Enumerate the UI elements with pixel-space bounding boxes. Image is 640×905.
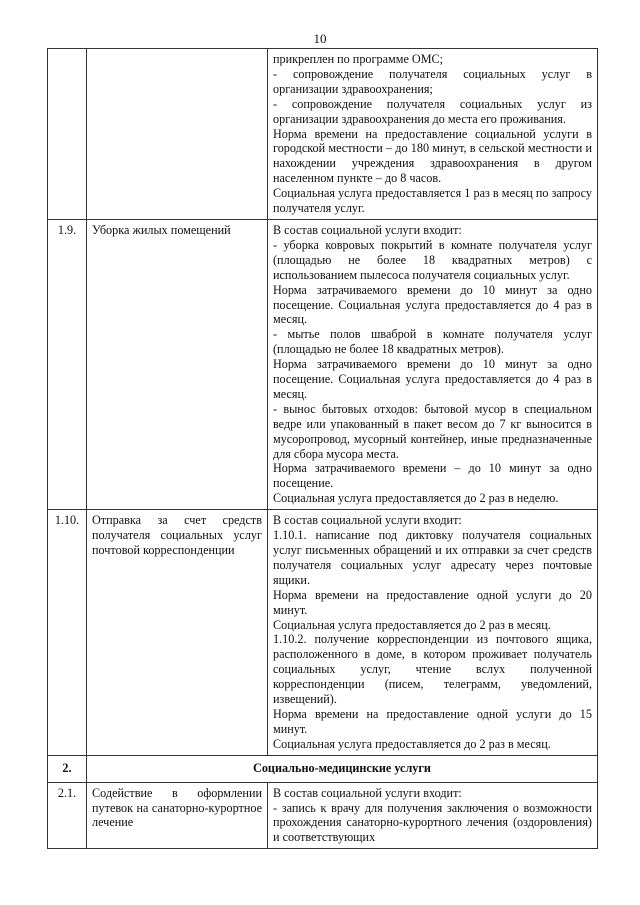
description-line: В состав социальной услуги входит: [273, 222, 462, 237]
service-name: Уборка жилых помещений [87, 219, 268, 509]
description-line: Социальная услуга предоставляется до 2 раз в месяц. [273, 736, 551, 751]
description-line: 1.10.1. написание под диктовку получателя социальных услуг письменных обращений и их отправки за счет средств получателя социальных услуг адресату через почтовые ящики. [273, 528, 592, 587]
table-row [48, 510, 598, 756]
row-number [48, 49, 87, 220]
description-line: - сопровождение получателя социальных услуг в организации здравоохранения; [273, 66, 592, 96]
description-line: - мытье полов шваброй в комнате получателя услуг (площадью не более 18 квадратных метров). [273, 327, 592, 357]
description-line: Социальная услуга предоставляется 1 раз в месяц по запросу получателя услуг. [273, 186, 592, 216]
description-line: - сопровождение получателя социальных услуг из организации здравоохранения до места его проживания. [273, 96, 592, 126]
description-line: прикреплен по программе ОМС; [273, 52, 444, 66]
row-number: 2.1. [48, 782, 87, 849]
description-line: В состав социальной услуги входит: [273, 785, 462, 800]
service-name: Отправка за счет средств получателя социальных услуг почтовой корреспонденции [87, 510, 268, 756]
description-line: 1.10.2. получение корреспонденции из почтового ящика, расположенного в доме, в котором проживает получатель социальных услуг, чтение вслух полученной корреспонденции (писем, телеграмм, уведомлений, извещений). [273, 632, 592, 707]
description-line: Норма времени на предоставление одной услуги до 15 минут. [273, 706, 592, 736]
description-line: Норма затрачиваемого времени до 10 минут за одно посещение. Социальная услуга предоставляется до 4 раз в месяц. [273, 282, 592, 327]
table-row [48, 49, 598, 220]
description-line: Норма времени на предоставление одной услуги до 20 минут. [273, 587, 592, 617]
section-number: 2. [48, 755, 87, 782]
service-name [87, 49, 268, 220]
table-row [48, 219, 598, 509]
service-description [268, 510, 598, 756]
section-title: Социально-медицинские услуги [87, 755, 598, 782]
service-name: Содействие в оформлении путевок на санаторно-курортное лечение [87, 782, 268, 849]
description-line: Социальная услуга предоставляется до 2 раз в месяц. [273, 617, 551, 632]
description-line: - запись к врачу для получения заключения о возможности прохождения санаторно-курортного лечения (оздоровления) и соответствующих [273, 800, 592, 845]
row-number: 1.9. [48, 219, 87, 509]
description-line: Норма времени на предоставление социальной услуги в городской местности – до 180 минут, в сельской местности и нахождении учреждения здравоохранения в другом населенном пункте – до 8 часов. [273, 126, 592, 186]
services-table [47, 48, 598, 849]
table-row [48, 782, 598, 849]
section-header-row [48, 755, 598, 782]
service-description [268, 782, 598, 849]
row-number: 1.10. [48, 510, 87, 756]
description-line: Норма затрачиваемого времени до 10 минут за одно посещение. Социальная услуга предоставляется до 4 раз в месяц. [273, 357, 592, 401]
description-line: - вынос бытовых отходов: бытовой мусор в специальном ведре или упакованный в пакет весом до 7 кг выносится в мусоропровод, мусорный контейнер, иные предназначенные для сбора мусора места. [273, 401, 592, 461]
service-description [268, 49, 598, 220]
description-line: Социальная услуга предоставляется до 2 раз в неделю. [273, 491, 559, 506]
description-line: Норма затрачиваемого времени – до 10 минут за одно посещение. [273, 461, 592, 491]
service-description [268, 219, 598, 509]
description-line: В состав социальной услуги входит: [273, 513, 462, 528]
description-line: - уборка ковровых покрытий в комнате получателя услуг (площадью не более 18 квадратных метров) с использованием пылесоса получателя социальных услуг. [273, 237, 592, 282]
page-number: 10 [313, 31, 327, 46]
